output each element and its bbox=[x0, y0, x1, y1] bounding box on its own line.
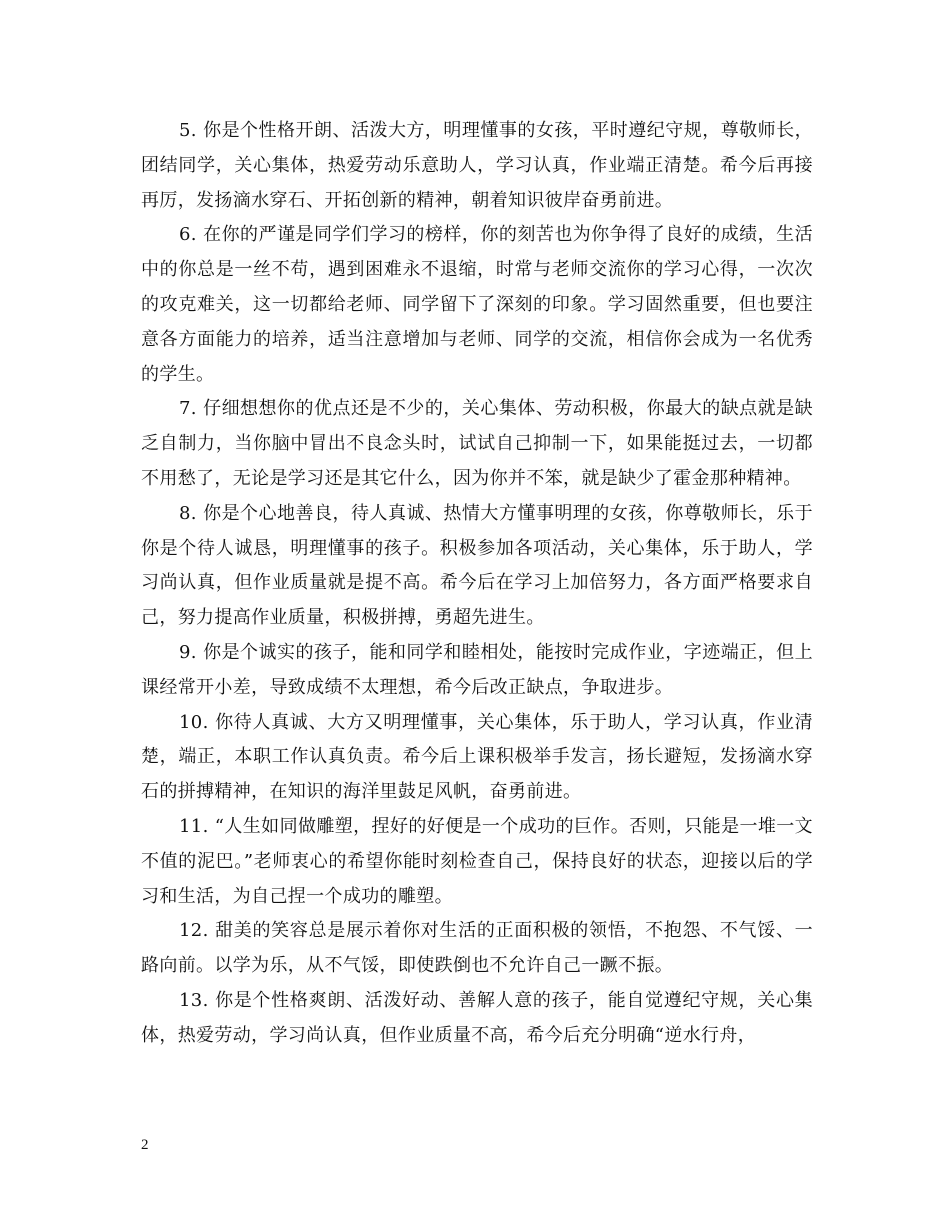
document-body bbox=[141, 114, 813, 1054]
paragraph-11: 11. “人生如同做雕塑，捏好的好便是一个成功的巨作。否则，只能是一堆一文不值的泥巴。”老师衷心的希望你能时刻检查自己，保持良好的状态，迎接以后的学习和生活，为自己捏一个成功的雕塑。 bbox=[141, 815, 813, 907]
paragraph-5: 5. 你是个性格开朗、活泼大方，明理懂事的女孩，平时遵纪守规，尊敬师长，团结同学，关心集体，热爱劳动乐意助人，学习认真，作业端正清楚。希今后再接再厉，发扬滴水穿石、开拓创新的精神，朝着知识彼岸奋勇前进。 bbox=[141, 120, 813, 211]
paragraph-9: 9. 你是个诚实的孩子，能和同学和睦相处，能按时完成作业，字迹端正，但上课经常开小差，导致成绩不太理想，希今后改正缺点，争取进步。 bbox=[141, 641, 813, 698]
paragraph-8: 8. 你是个心地善良，待人真诚、热情大方懂事明理的女孩，你尊敬师长，乐于你是个待人诚恳，明理懂事的孩子。积极参加各项活动，关心集体，乐于助人，学习尚认真，但作业质量就是提不高。希今后在学习上加倍努力，各方面严格要求自己，努力提高作业质量，积极拼搏，勇超先进生。 bbox=[141, 502, 813, 629]
paragraph-7: 7. 仔细想想你的优点还是不少的，关心集体、劳动积极，你最大的缺点就是缺乏自制力，当你脑中冒出不良念头时，试试自己抑制一下，如果能挺过去，一切都不用愁了，无论是学习还是其它什么，因为你并不笨，就是缺少了霍金那种精神。 bbox=[141, 398, 813, 489]
paragraph-10: 10. 你待人真诚、大方又明理懂事，关心集体，乐于助人，学习认真，作业清楚，端正，本职工作认真负责。希今后上课积极举手发言，扬长避短，发扬滴水穿石的拼搏精神，在知识的海洋里鼓足风帆，奋勇前进。 bbox=[141, 711, 813, 803]
paragraph-6: 6. 在你的严谨是同学们学习的榜样，你的刻苦也为你争得了良好的成绩，生活中的你总是一丝不苟，遇到困难永不退缩，时常与老师交流你的学习心得，一次次的攻克难关，这一切都给老师、同学留下了深刻的印象。学习固然重要，但也要注意各方面能力的培养，适当注意增加与老师、同学的交流，相信你会成为一名优秀的学生。 bbox=[141, 224, 813, 385]
paragraph-13: 13. 你是个性格爽朗、活泼好动、善解人意的孩子，能自觉遵纪守规，关心集体，热爱劳动，学习尚认真，但作业质量不高，希今后充分明确“逆水行舟， bbox=[141, 989, 813, 1046]
paragraph-12: 12. 甜美的笑容总是展示着你对生活的正面积极的领悟，不抱怨、不气馁、一路向前。以学为乐，从不气馁，即使跌倒也不允许自己一蹶不振。 bbox=[141, 920, 813, 977]
page-number: 2 bbox=[141, 1137, 149, 1153]
